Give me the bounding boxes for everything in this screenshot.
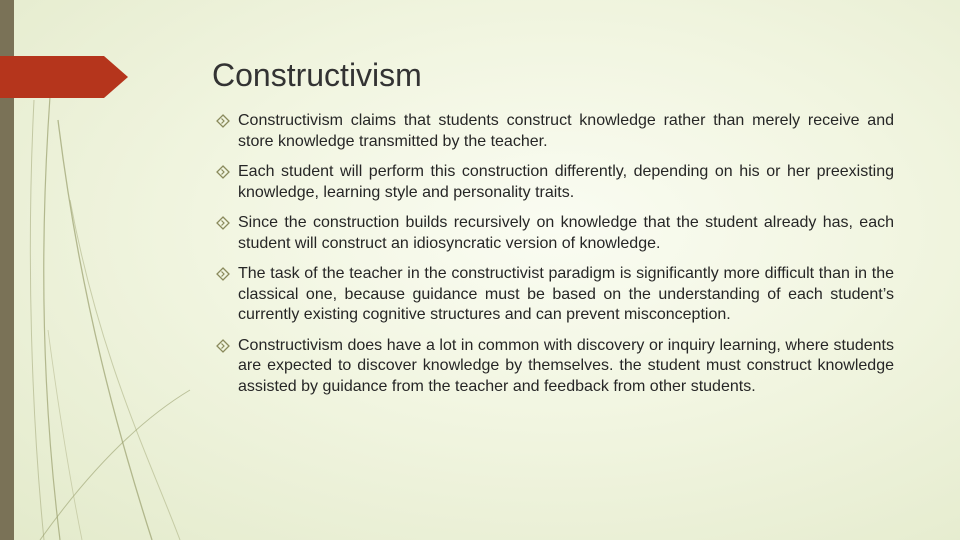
bullet-item — [216, 111, 894, 152]
bullet-item — [216, 336, 894, 398]
bullet-list — [216, 111, 894, 407]
accent-tab — [0, 56, 128, 98]
diamond-bullet-icon — [216, 339, 230, 353]
slide-title: Constructivism — [212, 57, 422, 93]
diamond-bullet-icon — [216, 165, 230, 179]
bullet-text: Constructivism does have a lot in common with discovery or inquiry learning, where students are expected to discover knowledge by themselves. the student must construct knowledge assisted by guidance from the teacher and feedback from other students. — [238, 336, 894, 395]
diamond-bullet-icon — [216, 216, 230, 230]
bullet-text: Constructivism claims that students construct knowledge rather than merely receive and store knowledge transmitted by the teacher. — [238, 112, 894, 150]
bullet-text: Since the construction builds recursively on knowledge that the student already has, each student will construct an idiosyncratic version of knowledge. — [238, 214, 894, 252]
bullet-item — [216, 162, 894, 203]
bullet-text: Each student will perform this construction differently, depending on his or her preexisting knowledge, learning style and personality traits. — [238, 163, 894, 201]
bullet-item — [216, 264, 894, 326]
bullet-item — [216, 213, 894, 254]
bullet-text: The task of the teacher in the constructivist paradigm is significantly more difficult than in the classical one, because guidance must be based on the understanding of each student’s currently existing cognitive structures and can prevent misconception. — [238, 265, 894, 323]
diamond-bullet-icon — [216, 267, 230, 281]
diamond-bullet-icon — [216, 114, 230, 128]
